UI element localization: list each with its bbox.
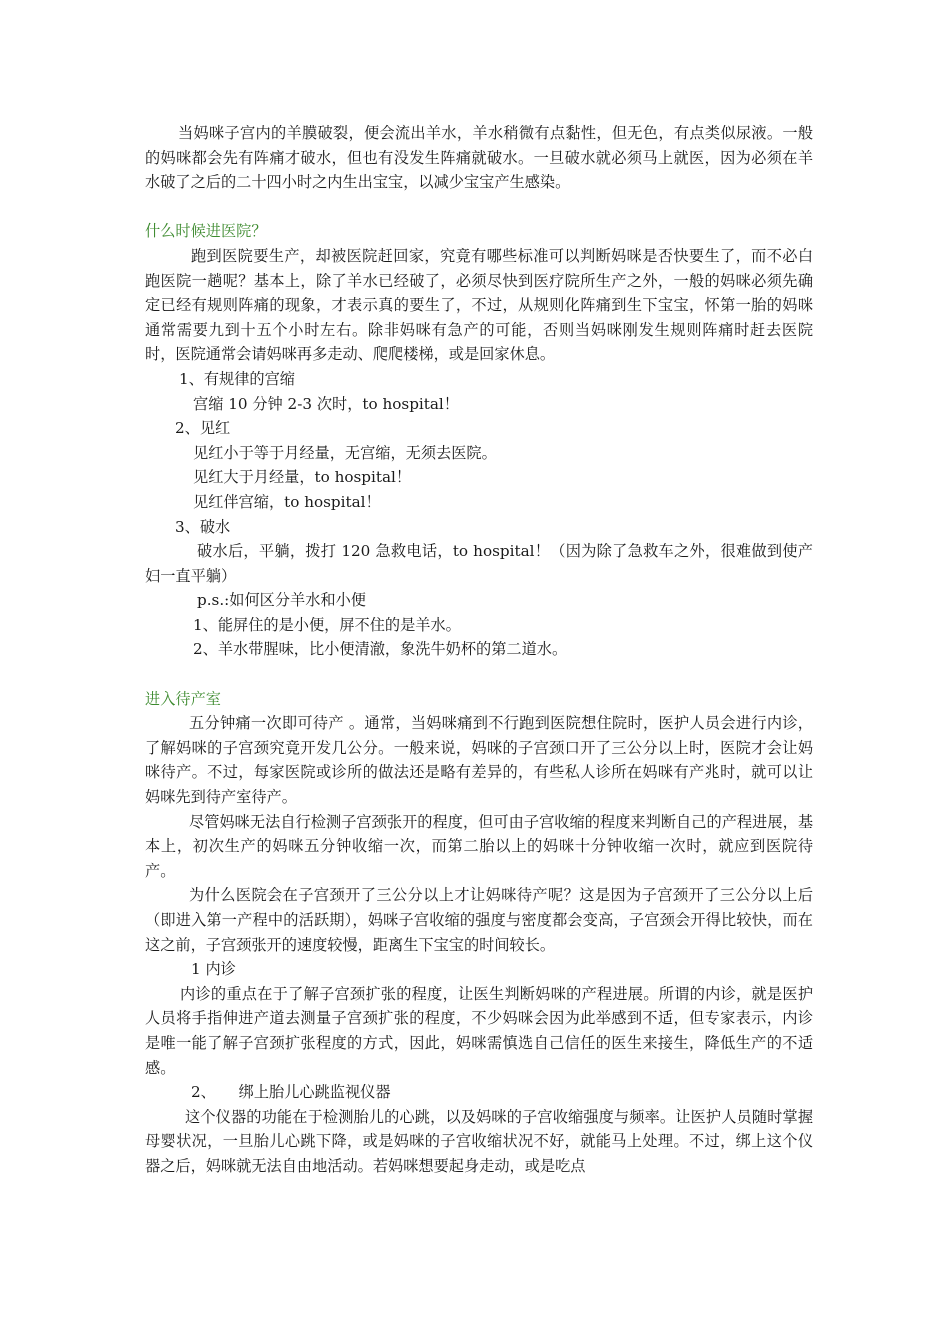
list-item-title: 1、有规律的宫缩: [179, 369, 295, 388]
section2-paragraph: 尽管妈咪无法自行检测子宫颈张开的程度，但可由子宫收缩的程度来判断自己的产程进展，基本上，初次生产的妈咪五分钟收缩一次，而第二胎以上的妈咪十分钟收缩一次时，就应到医院待产。: [145, 812, 813, 880]
subsection-text: 内诊的重点在于了解子宫颈扩张的程度，让医生判断妈咪的产程进展。所谓的内诊，就是医护人员将手指伸进产道去测量子宫颈扩张的程度，不少妈咪会因为此举感到不适，但专家表示，内诊是唯一能了解子宫颈扩张程度的方式，因此，妈咪需慎选自己信任的医生来接生，降低生产的不适感。: [145, 984, 813, 1077]
section-heading-when-hospital: 什么时候进医院？: [145, 222, 267, 241]
spacer: [145, 662, 813, 687]
ps-item: 1、能屏住的是小便，屏不住的是羊水。: [193, 615, 461, 634]
list-item-text: 破水后，平躺，拨打 120 急救电话，to hospital！（因为除了急救车之外，很难做到使产妇一直平躺）: [145, 542, 813, 585]
list-item-text: 见红伴宫缩，to hospital！: [193, 492, 381, 511]
list-item-title: 2、见红: [175, 419, 231, 438]
list-item-text: 见红小于等于月经量，无宫缩，无须去医院。: [193, 443, 497, 462]
intro-paragraph: 当妈咪子宫内的羊膜破裂，便会流出羊水，羊水稍微有点黏性，但无色，有点类似尿液。一般的妈咪都会先有阵痛才破水，但也有没发生阵痛就破水。一旦破水就必须马上就医，因为必须在羊水破了之后的二十四小时之内生出宝宝，以减少宝宝产生感染。: [145, 124, 813, 192]
section1-paragraph: 跑到医院要生产，却被医院赶回家，究竟有哪些标准可以判断妈咪是否快要生了，而不必白跑医院一趟呢？基本上，除了羊水已经破了，必须尽快到医疗院所生产之外，一般的妈咪必须先确定已经有规则阵痛的现象，才表示真的要生了，不过，从规则化阵痛到生下宝宝，怀第一胎的妈咪通常需要九到十五个小时左右。除非妈咪有急产的可能，否则当妈咪刚发生规则阵痛时赶去医院时，医院通常会请妈咪再多走动、爬爬楼梯，或是回家休息。: [145, 246, 813, 364]
list-item-text: 见红大于月经量，to hospital！: [193, 468, 412, 487]
subsection-text: 这个仪器的功能在于检测胎儿的心跳，以及妈咪的子宫收缩强度与频率。让医护人员随时掌握母婴状况，一旦胎儿心跳下降，或是妈咪的子宫收缩状况不好，就能马上处理。不过，绑上这个仪器之后，妈咪就无法自由地活动。若妈咪想要起身走动，或是吃点: [145, 1107, 813, 1175]
section2-paragraph: 为什么医院会在子宫颈开了三公分以上才让妈咪待产呢？这是因为子宫颈开了三公分以上后（即进入第一产程中的活跃期），妈咪子宫收缩的强度与密度都会变高，子宫颈会开得比较快，而在这之前，子宫颈张开的速度较慢，距离生下宝宝的时间较长。: [145, 886, 813, 954]
subsection-title: 2、 绑上胎儿心跳监视仪器: [191, 1083, 391, 1102]
subsection-title: 1 内诊: [191, 960, 236, 979]
list-item-title: 3、破水: [175, 517, 231, 536]
list-item-text: 宫缩 10 分钟 2-3 次时，to hospital！: [193, 394, 459, 413]
spacer: [145, 195, 813, 220]
section-heading-delivery-room: 进入待产室: [145, 689, 221, 708]
ps-title: p.s.:如何区分羊水和小便: [197, 591, 366, 610]
section2-paragraph: 五分钟痛一次即可待产 。通常，当妈咪痛到不行跑到医院想住院时，医护人员会进行内诊，了解妈咪的子宫颈究竟开发几公分。一般来说，妈咪的子宫颈口开了三公分以上时，医院才会让妈咪待产。不过，每家医院或诊所的做法还是略有差异的，有些私人诊所在妈咪有产兆时，就可以让妈咪先到待产室待产。: [145, 714, 813, 807]
document-body: [145, 121, 813, 1179]
ps-item: 2、羊水带腥味，比小便清澈，象洗牛奶杯的第二道水。: [193, 640, 568, 659]
